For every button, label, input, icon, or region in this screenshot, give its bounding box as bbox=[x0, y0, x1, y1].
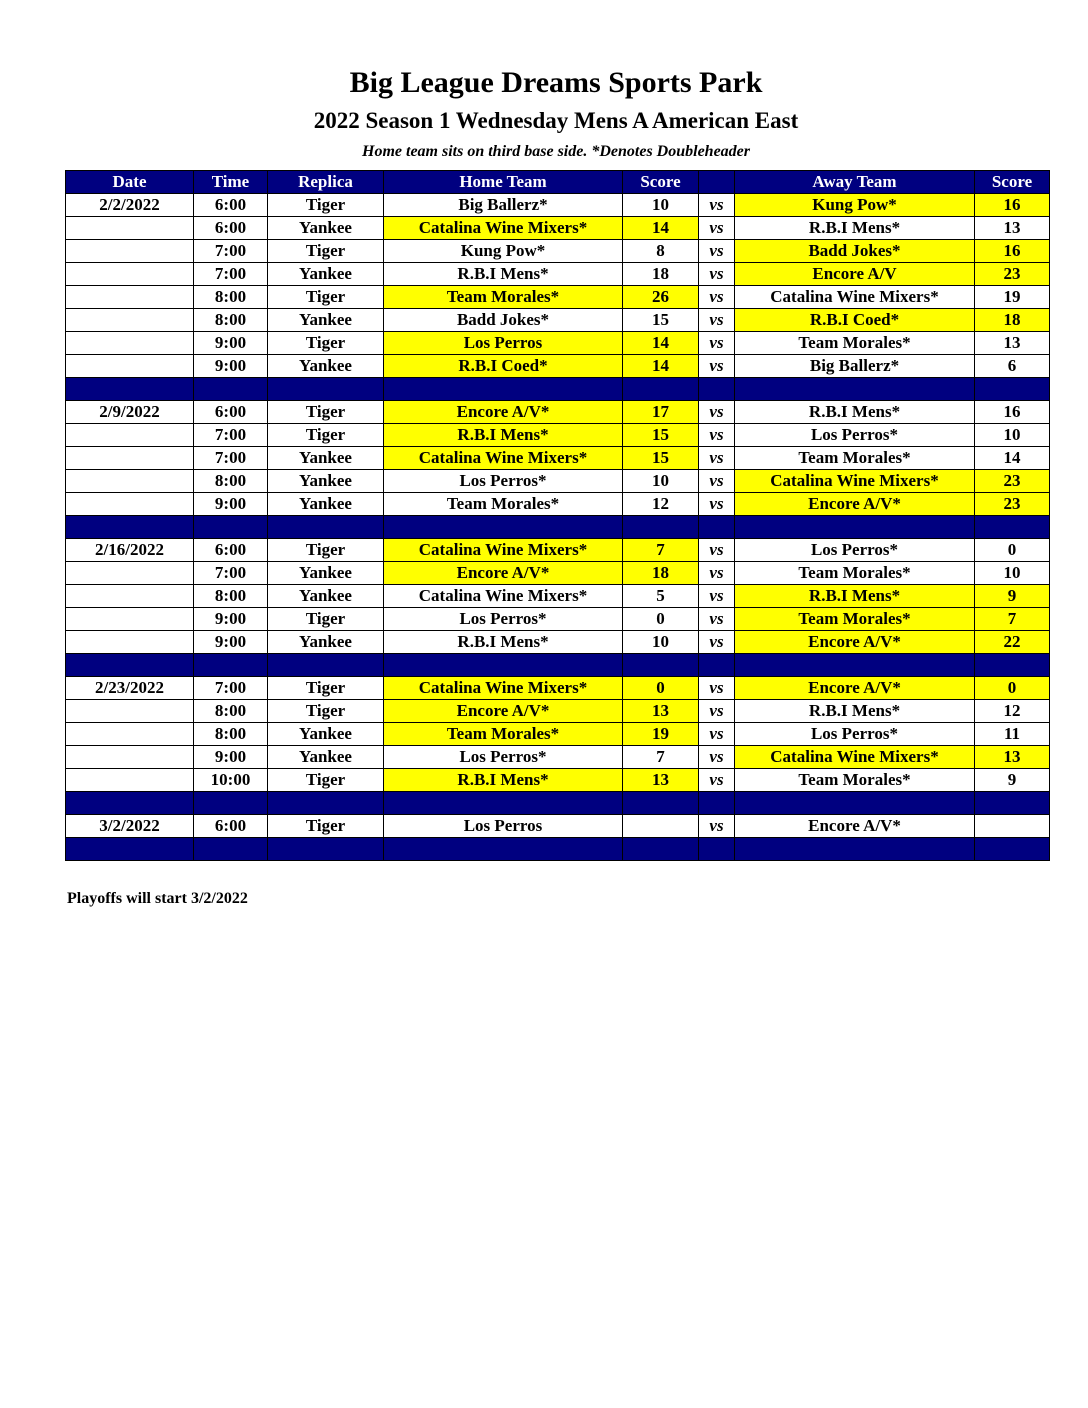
game-row bbox=[66, 631, 1050, 654]
vs-label: vs bbox=[699, 309, 735, 332]
vs-label: vs bbox=[699, 585, 735, 608]
away-score: 13 bbox=[975, 217, 1050, 240]
vs-label: vs bbox=[699, 815, 735, 838]
game-row bbox=[66, 401, 1050, 424]
home-team: Los Perros* bbox=[384, 608, 623, 631]
game-replica: Yankee bbox=[268, 470, 384, 493]
away-score: 13 bbox=[975, 332, 1050, 355]
separator-cell bbox=[623, 654, 699, 677]
col-home-score: Score bbox=[623, 171, 699, 194]
separator-cell bbox=[623, 792, 699, 815]
schedule-table bbox=[65, 170, 1050, 861]
vs-label: vs bbox=[699, 217, 735, 240]
page-title: Big League Dreams Sports Park bbox=[349, 66, 763, 99]
away-team: Encore A/V* bbox=[735, 815, 975, 838]
game-row bbox=[66, 585, 1050, 608]
separator-cell bbox=[699, 838, 735, 861]
game-row bbox=[66, 562, 1050, 585]
vs-label: vs bbox=[699, 723, 735, 746]
away-score: 10 bbox=[975, 424, 1050, 447]
week-separator-row bbox=[66, 654, 1050, 677]
home-team: Team Morales* bbox=[384, 286, 623, 309]
separator-cell bbox=[735, 838, 975, 861]
away-score: 0 bbox=[975, 677, 1050, 700]
game-row bbox=[66, 309, 1050, 332]
vs-label: vs bbox=[699, 631, 735, 654]
away-team: Big Ballerz* bbox=[735, 355, 975, 378]
home-score bbox=[623, 815, 699, 838]
separator-cell bbox=[66, 654, 194, 677]
game-replica: Yankee bbox=[268, 585, 384, 608]
vs-label: vs bbox=[699, 355, 735, 378]
game-row bbox=[66, 424, 1050, 447]
separator-cell bbox=[975, 654, 1050, 677]
week-separator-row bbox=[66, 838, 1050, 861]
home-team: Catalina Wine Mixers* bbox=[384, 447, 623, 470]
week-separator-row bbox=[66, 516, 1050, 539]
separator-cell bbox=[699, 792, 735, 815]
separator-cell bbox=[384, 654, 623, 677]
separator-cell bbox=[975, 838, 1050, 861]
vs-label: vs bbox=[699, 608, 735, 631]
game-replica: Tiger bbox=[268, 286, 384, 309]
game-date bbox=[66, 309, 194, 332]
away-team: Encore A/V* bbox=[735, 631, 975, 654]
game-date bbox=[66, 424, 194, 447]
away-team: Los Perros* bbox=[735, 539, 975, 562]
home-score: 18 bbox=[623, 263, 699, 286]
home-score: 8 bbox=[623, 240, 699, 263]
home-team: R.B.I Mens* bbox=[384, 424, 623, 447]
away-team: R.B.I Mens* bbox=[735, 217, 975, 240]
away-team: Team Morales* bbox=[735, 769, 975, 792]
game-time: 6:00 bbox=[194, 815, 268, 838]
away-score: 7 bbox=[975, 608, 1050, 631]
home-team: Team Morales* bbox=[384, 723, 623, 746]
game-time: 6:00 bbox=[194, 401, 268, 424]
game-time: 6:00 bbox=[194, 539, 268, 562]
game-date: 2/9/2022 bbox=[66, 401, 194, 424]
game-row bbox=[66, 470, 1050, 493]
away-score: 23 bbox=[975, 263, 1050, 286]
game-date bbox=[66, 723, 194, 746]
away-score: 14 bbox=[975, 447, 1050, 470]
away-team: Kung Pow* bbox=[735, 194, 975, 217]
home-team: Catalina Wine Mixers* bbox=[384, 585, 623, 608]
home-score: 12 bbox=[623, 493, 699, 516]
game-date: 3/2/2022 bbox=[66, 815, 194, 838]
home-score: 10 bbox=[623, 194, 699, 217]
game-date bbox=[66, 355, 194, 378]
game-row bbox=[66, 723, 1050, 746]
game-row bbox=[66, 700, 1050, 723]
home-score: 10 bbox=[623, 470, 699, 493]
game-time: 7:00 bbox=[194, 677, 268, 700]
vs-label: vs bbox=[699, 746, 735, 769]
header-row bbox=[66, 171, 1050, 194]
away-score: 9 bbox=[975, 769, 1050, 792]
game-date bbox=[66, 585, 194, 608]
game-date bbox=[66, 746, 194, 769]
game-time: 6:00 bbox=[194, 217, 268, 240]
game-date bbox=[66, 493, 194, 516]
game-replica: Tiger bbox=[268, 332, 384, 355]
vs-label: vs bbox=[699, 286, 735, 309]
separator-cell bbox=[268, 378, 384, 401]
game-replica: Yankee bbox=[268, 562, 384, 585]
separator-cell bbox=[623, 838, 699, 861]
away-score bbox=[975, 815, 1050, 838]
game-row bbox=[66, 355, 1050, 378]
away-team: Team Morales* bbox=[735, 447, 975, 470]
home-team: Team Morales* bbox=[384, 493, 623, 516]
game-time: 7:00 bbox=[194, 240, 268, 263]
separator-cell bbox=[66, 378, 194, 401]
game-date bbox=[66, 608, 194, 631]
separator-cell bbox=[975, 378, 1050, 401]
vs-label: vs bbox=[699, 700, 735, 723]
away-team: Team Morales* bbox=[735, 562, 975, 585]
home-score: 19 bbox=[623, 723, 699, 746]
home-score: 15 bbox=[623, 309, 699, 332]
game-time: 9:00 bbox=[194, 355, 268, 378]
game-replica: Yankee bbox=[268, 723, 384, 746]
game-replica: Yankee bbox=[268, 309, 384, 332]
home-score: 14 bbox=[623, 217, 699, 240]
game-date bbox=[66, 286, 194, 309]
vs-label: vs bbox=[699, 240, 735, 263]
away-score: 9 bbox=[975, 585, 1050, 608]
col-date: Date bbox=[66, 171, 194, 194]
separator-cell bbox=[975, 516, 1050, 539]
game-time: 8:00 bbox=[194, 309, 268, 332]
separator-cell bbox=[194, 654, 268, 677]
home-team: R.B.I Mens* bbox=[384, 263, 623, 286]
game-replica: Yankee bbox=[268, 746, 384, 769]
separator-cell bbox=[384, 838, 623, 861]
separator-cell bbox=[268, 792, 384, 815]
vs-label: vs bbox=[699, 493, 735, 516]
separator-cell bbox=[194, 792, 268, 815]
vs-label: vs bbox=[699, 677, 735, 700]
home-team: Catalina Wine Mixers* bbox=[384, 539, 623, 562]
game-replica: Tiger bbox=[268, 677, 384, 700]
home-team: Kung Pow* bbox=[384, 240, 623, 263]
vs-label: vs bbox=[699, 447, 735, 470]
game-time: 9:00 bbox=[194, 493, 268, 516]
game-replica: Tiger bbox=[268, 424, 384, 447]
home-score: 15 bbox=[623, 424, 699, 447]
game-date: 2/2/2022 bbox=[66, 194, 194, 217]
away-team: R.B.I Mens* bbox=[735, 700, 975, 723]
game-time: 9:00 bbox=[194, 608, 268, 631]
game-date bbox=[66, 562, 194, 585]
game-row bbox=[66, 286, 1050, 309]
home-team: R.B.I Coed* bbox=[384, 355, 623, 378]
game-row bbox=[66, 746, 1050, 769]
home-team: Los Perros bbox=[384, 815, 623, 838]
game-time: 7:00 bbox=[194, 447, 268, 470]
game-row bbox=[66, 769, 1050, 792]
home-team: R.B.I Mens* bbox=[384, 769, 623, 792]
game-time: 8:00 bbox=[194, 723, 268, 746]
game-row bbox=[66, 194, 1050, 217]
game-replica: Yankee bbox=[268, 493, 384, 516]
week-separator-row bbox=[66, 792, 1050, 815]
away-score: 0 bbox=[975, 539, 1050, 562]
home-score: 0 bbox=[623, 608, 699, 631]
away-team: Los Perros* bbox=[735, 723, 975, 746]
game-time: 9:00 bbox=[194, 631, 268, 654]
separator-cell bbox=[735, 516, 975, 539]
week-separator-row bbox=[66, 378, 1050, 401]
game-row bbox=[66, 815, 1050, 838]
separator-cell bbox=[384, 378, 623, 401]
playoffs-note: Playoffs will start 3/2/2022 bbox=[67, 890, 248, 907]
separator-cell bbox=[384, 516, 623, 539]
col-home-team: Home Team bbox=[384, 171, 623, 194]
game-date bbox=[66, 470, 194, 493]
game-time: 9:00 bbox=[194, 332, 268, 355]
away-score: 16 bbox=[975, 240, 1050, 263]
away-team: R.B.I Coed* bbox=[735, 309, 975, 332]
game-date bbox=[66, 700, 194, 723]
game-time: 6:00 bbox=[194, 194, 268, 217]
separator-cell bbox=[66, 838, 194, 861]
home-score: 15 bbox=[623, 447, 699, 470]
away-score: 6 bbox=[975, 355, 1050, 378]
game-time: 7:00 bbox=[194, 562, 268, 585]
game-row bbox=[66, 539, 1050, 562]
game-row bbox=[66, 263, 1050, 286]
away-team: Los Perros* bbox=[735, 424, 975, 447]
doubleheader-note: Home team sits on third base side. *Denotes Doubleheader bbox=[362, 143, 750, 160]
page-subtitle: 2022 Season 1 Wednesday Mens A American East bbox=[313, 108, 799, 133]
game-time: 7:00 bbox=[194, 424, 268, 447]
away-team: Catalina Wine Mixers* bbox=[735, 746, 975, 769]
game-replica: Yankee bbox=[268, 631, 384, 654]
game-date bbox=[66, 263, 194, 286]
vs-label: vs bbox=[699, 424, 735, 447]
col-away-score: Score bbox=[975, 171, 1050, 194]
separator-cell bbox=[735, 654, 975, 677]
home-team: Encore A/V* bbox=[384, 700, 623, 723]
separator-cell bbox=[194, 838, 268, 861]
game-replica: Tiger bbox=[268, 700, 384, 723]
vs-label: vs bbox=[699, 263, 735, 286]
game-time: 7:00 bbox=[194, 263, 268, 286]
vs-label: vs bbox=[699, 470, 735, 493]
game-time: 10:00 bbox=[194, 769, 268, 792]
away-team: R.B.I Mens* bbox=[735, 401, 975, 424]
game-date bbox=[66, 631, 194, 654]
col-time: Time bbox=[194, 171, 268, 194]
vs-label: vs bbox=[699, 539, 735, 562]
home-team: Los Perros* bbox=[384, 470, 623, 493]
game-date bbox=[66, 447, 194, 470]
away-team: Badd Jokes* bbox=[735, 240, 975, 263]
home-team: Encore A/V* bbox=[384, 562, 623, 585]
away-team: Encore A/V bbox=[735, 263, 975, 286]
separator-cell bbox=[66, 792, 194, 815]
game-row bbox=[66, 493, 1050, 516]
away-team: Catalina Wine Mixers* bbox=[735, 470, 975, 493]
separator-cell bbox=[699, 516, 735, 539]
separator-cell bbox=[735, 378, 975, 401]
away-score: 23 bbox=[975, 493, 1050, 516]
separator-cell bbox=[268, 654, 384, 677]
separator-cell bbox=[699, 378, 735, 401]
game-row bbox=[66, 608, 1050, 631]
home-team: Encore A/V* bbox=[384, 401, 623, 424]
away-score: 18 bbox=[975, 309, 1050, 332]
vs-label: vs bbox=[699, 401, 735, 424]
vs-label: vs bbox=[699, 194, 735, 217]
away-score: 16 bbox=[975, 194, 1050, 217]
home-score: 13 bbox=[623, 700, 699, 723]
separator-cell bbox=[699, 654, 735, 677]
game-date: 2/16/2022 bbox=[66, 539, 194, 562]
home-team: Los Perros* bbox=[384, 746, 623, 769]
away-score: 22 bbox=[975, 631, 1050, 654]
home-score: 14 bbox=[623, 332, 699, 355]
away-score: 13 bbox=[975, 746, 1050, 769]
separator-cell bbox=[268, 516, 384, 539]
home-score: 7 bbox=[623, 539, 699, 562]
vs-label: vs bbox=[699, 332, 735, 355]
away-team: Team Morales* bbox=[735, 608, 975, 631]
separator-cell bbox=[623, 378, 699, 401]
away-team: Encore A/V* bbox=[735, 677, 975, 700]
vs-label: vs bbox=[699, 562, 735, 585]
home-score: 0 bbox=[623, 677, 699, 700]
game-time: 8:00 bbox=[194, 585, 268, 608]
separator-cell bbox=[623, 516, 699, 539]
game-replica: Tiger bbox=[268, 815, 384, 838]
away-score: 11 bbox=[975, 723, 1050, 746]
game-row bbox=[66, 240, 1050, 263]
separator-cell bbox=[268, 838, 384, 861]
game-row bbox=[66, 447, 1050, 470]
game-time: 9:00 bbox=[194, 746, 268, 769]
game-replica: Yankee bbox=[268, 217, 384, 240]
game-replica: Tiger bbox=[268, 608, 384, 631]
away-team: R.B.I Mens* bbox=[735, 585, 975, 608]
separator-cell bbox=[735, 792, 975, 815]
game-date bbox=[66, 240, 194, 263]
game-row bbox=[66, 217, 1050, 240]
away-team: Team Morales* bbox=[735, 332, 975, 355]
game-time: 8:00 bbox=[194, 700, 268, 723]
separator-cell bbox=[384, 792, 623, 815]
home-team: Catalina Wine Mixers* bbox=[384, 217, 623, 240]
col-vs bbox=[699, 171, 735, 194]
game-date bbox=[66, 769, 194, 792]
home-team: Badd Jokes* bbox=[384, 309, 623, 332]
away-score: 23 bbox=[975, 470, 1050, 493]
game-row bbox=[66, 332, 1050, 355]
game-replica: Tiger bbox=[268, 240, 384, 263]
home-team: Big Ballerz* bbox=[384, 194, 623, 217]
vs-label: vs bbox=[699, 769, 735, 792]
home-score: 17 bbox=[623, 401, 699, 424]
col-replica: Replica bbox=[268, 171, 384, 194]
away-score: 12 bbox=[975, 700, 1050, 723]
separator-cell bbox=[194, 516, 268, 539]
home-score: 14 bbox=[623, 355, 699, 378]
home-team: R.B.I Mens* bbox=[384, 631, 623, 654]
game-replica: Tiger bbox=[268, 769, 384, 792]
schedule-body bbox=[66, 194, 1050, 861]
separator-cell bbox=[975, 792, 1050, 815]
game-date bbox=[66, 332, 194, 355]
home-score: 13 bbox=[623, 769, 699, 792]
game-replica: Tiger bbox=[268, 539, 384, 562]
home-score: 7 bbox=[623, 746, 699, 769]
home-team: Los Perros bbox=[384, 332, 623, 355]
away-score: 16 bbox=[975, 401, 1050, 424]
away-team: Catalina Wine Mixers* bbox=[735, 286, 975, 309]
home-score: 10 bbox=[623, 631, 699, 654]
game-row bbox=[66, 677, 1050, 700]
game-date bbox=[66, 217, 194, 240]
home-score: 18 bbox=[623, 562, 699, 585]
game-replica: Yankee bbox=[268, 263, 384, 286]
game-replica: Yankee bbox=[268, 355, 384, 378]
col-away-team: Away Team bbox=[735, 171, 975, 194]
away-team: Encore A/V* bbox=[735, 493, 975, 516]
separator-cell bbox=[66, 516, 194, 539]
game-time: 8:00 bbox=[194, 286, 268, 309]
home-score: 5 bbox=[623, 585, 699, 608]
game-replica: Tiger bbox=[268, 194, 384, 217]
game-replica: Tiger bbox=[268, 401, 384, 424]
home-team: Catalina Wine Mixers* bbox=[384, 677, 623, 700]
game-time: 8:00 bbox=[194, 470, 268, 493]
game-replica: Yankee bbox=[268, 447, 384, 470]
separator-cell bbox=[194, 378, 268, 401]
away-score: 19 bbox=[975, 286, 1050, 309]
game-date: 2/23/2022 bbox=[66, 677, 194, 700]
home-score: 26 bbox=[623, 286, 699, 309]
away-score: 10 bbox=[975, 562, 1050, 585]
